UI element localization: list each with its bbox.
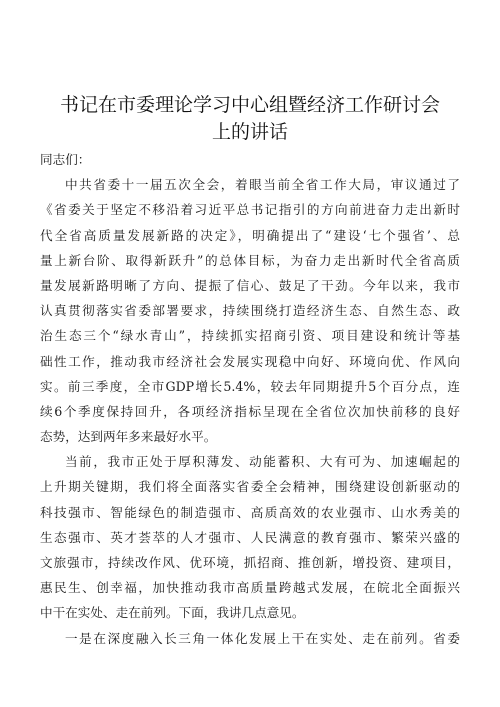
paragraph-line: 一是在深度融入长三角一体化发展上干在实处、走在前列。省委 — [65, 630, 460, 646]
paragraph-line: 当前，我市正处于厚积薄发、动能蓄积、大有可为、加速崛起的 — [65, 454, 460, 470]
paragraph-line: 中干在实处、走在前列。下面，我讲几点意见。 — [40, 605, 305, 621]
paragraph-line: 础性工作，推动我市经济社会发展实现稳中向好、环境向优、作风向 — [40, 353, 460, 369]
paragraph-line: 态势，达到两年多来最好水平。 — [40, 429, 217, 445]
paragraph-line: 治生态三个“绿水青山”，持续抓实招商引资、项目建设和统计等基 — [40, 328, 460, 344]
paragraph-line: 中共省委十一届五次全会，着眼当前全省工作大局，审议通过了 — [65, 177, 460, 193]
paragraph-line: 认真贯彻落实省委部署要求，持续围绕打造经济生态、自然生态、政 — [40, 303, 460, 319]
paragraph-line: 量发展新路明晰了方向、提振了信心、鼓足了干劲。今年以来，我市 — [40, 277, 460, 293]
paragraph-line: 生态强市、英才荟萃的人才强市、人民满意的教育强市、繁荣兴盛的 — [40, 529, 460, 545]
paragraph-line: 科技强市、智能绿色的制造强市、高质高效的农业强市、山水秀美的 — [40, 504, 460, 520]
paragraph-line: 上升期关键期，我们将全面落实省委全会精神，围绕建设创新驱动的 — [40, 479, 460, 495]
document-title — [40, 92, 460, 146]
salutation: 同志们： — [40, 152, 91, 167]
paragraph-line: 实。前三季度，全市GDP增长5.4%，较去年同期提升5个百分点，连 — [40, 378, 460, 394]
title-line: 书记在市委理论学习中心组暨经济工作研讨会 — [59, 94, 440, 116]
document-body — [40, 147, 460, 651]
paragraph-line: 续6个季度保持回升，各项经济指标呈现在全省位次加快前移的良好 — [40, 403, 460, 419]
paragraph-line: 惠民生、创幸福，加快推动我市高质量跨越式发展，在皖北全面振兴 — [40, 580, 460, 596]
paragraph-line: 文旅强市，持续改作风、优环境，抓招商、推创新，增投资、建项目， — [40, 555, 460, 570]
paragraph-line: 代全省高质量发展新路的决定》，明确提出了“建设‘七个强省’、总 — [40, 227, 460, 243]
paragraph-line: 量上新台阶、取得新跃升”的总体目标，为奋力走出新时代全省高质 — [40, 252, 460, 268]
title-line: 上的讲话 — [211, 121, 288, 143]
paragraph-line: 《省委关于坚定不移沿着习近平总书记指引的方向前进奋力走出新时 — [40, 202, 460, 218]
